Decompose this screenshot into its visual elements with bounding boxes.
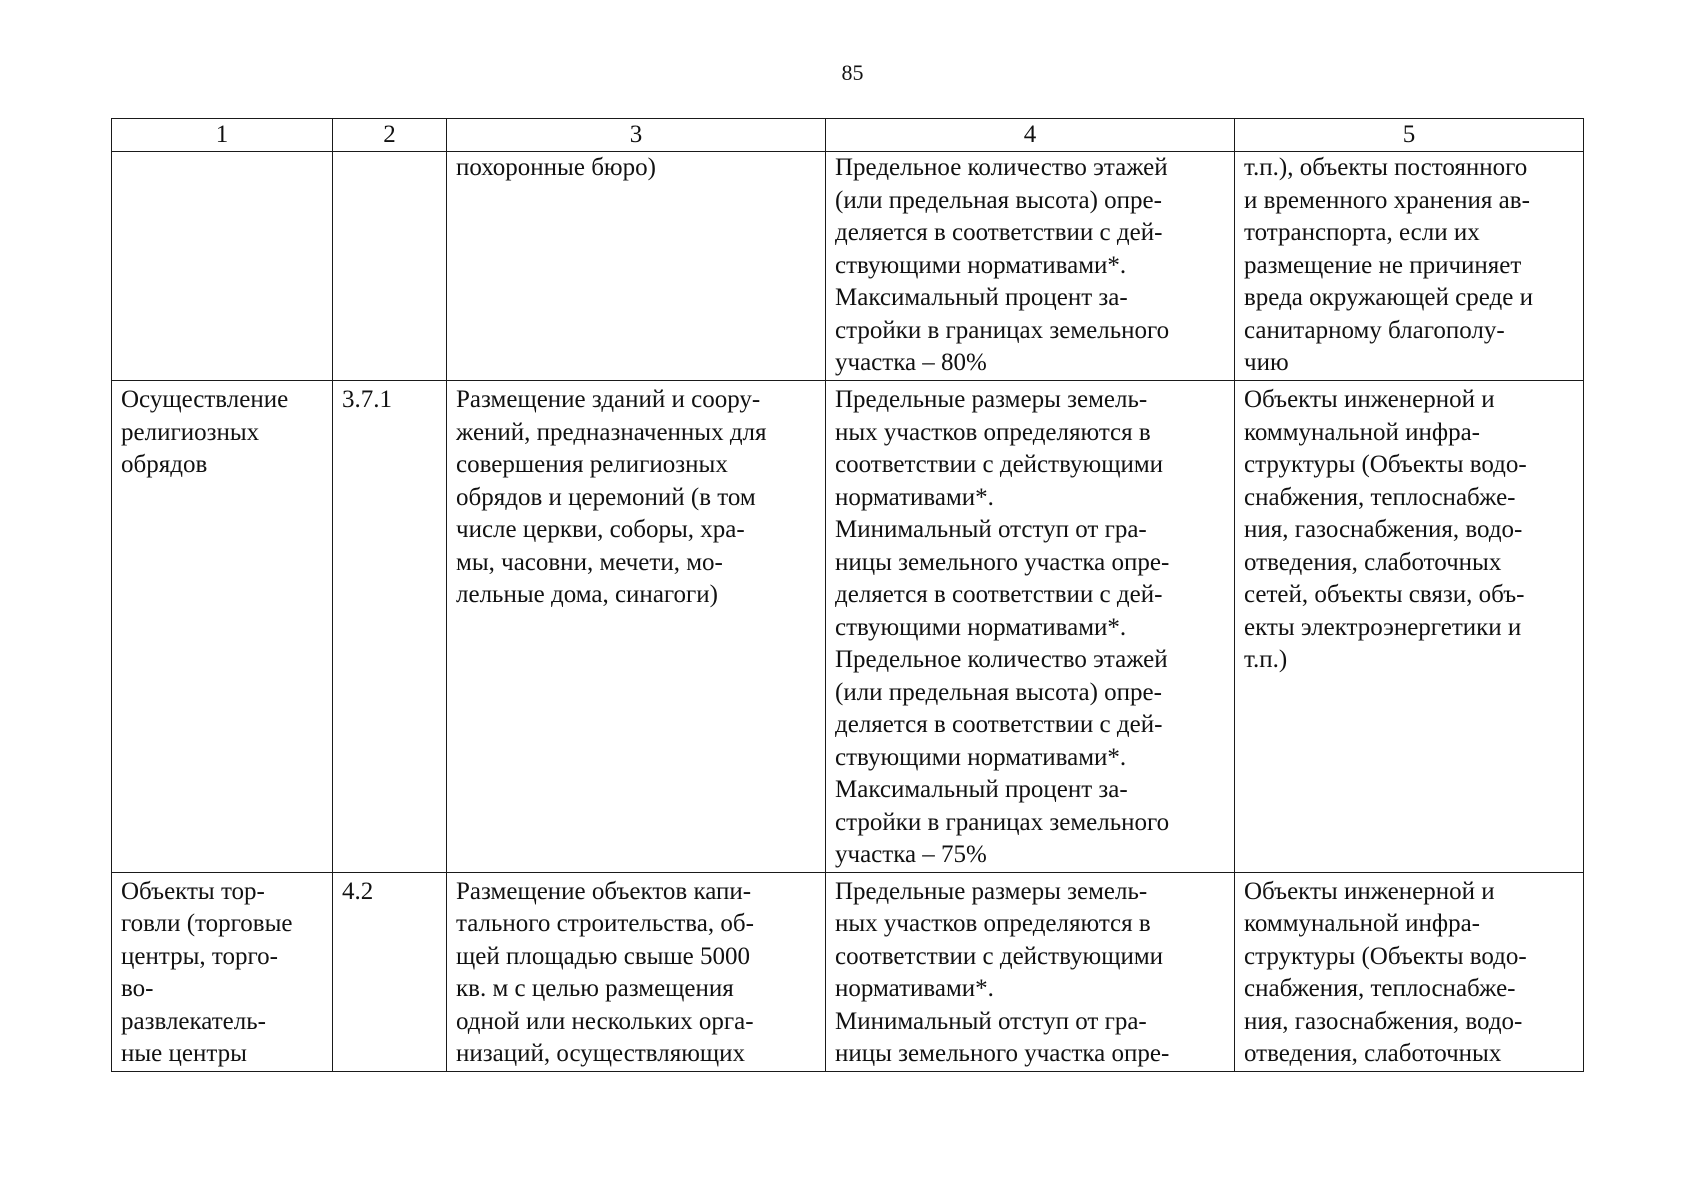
cell-use-description: Размещение зданий и соору- жений, предназначенных для совершения религиозных обрядов и церемоний (в том числе церкви, соборы, хра- мы, часовни, мечети, мо- лельные дома, синагоги): [447, 381, 826, 873]
column-header-1: 1: [112, 119, 333, 152]
cell-use-code: 4.2: [333, 872, 447, 1071]
column-header-4: 4: [826, 119, 1235, 152]
cell-use-name: [112, 152, 333, 381]
cell-auxiliary-uses: т.п.), объекты постоянного и временного хранения ав- тотранспорта, если их размещение не причиняет вреда окружающей среде и санитарному благополу- чию: [1235, 152, 1584, 381]
cell-use-name: Осуществление религиозных обрядов: [112, 381, 333, 873]
column-header-5: 5: [1235, 119, 1584, 152]
table-row: [112, 872, 1584, 1071]
regulations-table: [111, 118, 1584, 1072]
column-header-3: 3: [447, 119, 826, 152]
table-row: [112, 381, 1584, 873]
cell-auxiliary-uses: Объекты инженерной и коммунальной инфра- структуры (Объекты водо- снабжения, теплоснабже- ния, газоснабжения, водо- отведения, слаботочных: [1235, 872, 1584, 1071]
cell-parameters: Предельные размеры земель- ных участков определяются в соответствии с действующими нормативами*. Минимальный отступ от гра- ницы земельного участка опре-: [826, 872, 1235, 1071]
cell-use-name: Объекты тор- говли (торговые центры, торго- во- развлекатель- ные центры: [112, 872, 333, 1071]
cell-parameters: Предельное количество этажей (или предельная высота) опре- деляется в соответствии с дей- ствующими нормативами*. Максимальный процент за- стройки в границах земельного участка – 80%: [826, 152, 1235, 381]
cell-use-description: Размещение объектов капи- тального строительства, об- щей площадью свыше 5000 кв. м с целью размещения одной или нескольких орга- низаций, осуществляющих: [447, 872, 826, 1071]
page-number: 85: [841, 60, 864, 85]
table-row: [112, 152, 1584, 381]
cell-parameters: Предельные размеры земель- ных участков определяются в соответствии с действующими нормативами*. Минимальный отступ от гра- ницы земельного участка опре- деляется в соответствии с дей- ствующими нормативами*. Предельное количество этажей (или предельная высота) опре- деляется в соответствии с дей- ствующими нормативами*. Максимальный процент за- стройки в границах земельного участка – 75%: [826, 381, 1235, 873]
table-header-row: [112, 119, 1584, 152]
cell-use-code: 3.7.1: [333, 381, 447, 873]
cell-use-description: похоронные бюро): [447, 152, 826, 381]
column-header-2: 2: [333, 119, 447, 152]
cell-use-code: [333, 152, 447, 381]
cell-auxiliary-uses: Объекты инженерной и коммунальной инфра- структуры (Объекты водо- снабжения, теплоснабже- ния, газоснабжения, водо- отведения, слаботочных сетей, объекты связи, объ- екты электроэнергетики и т.п.): [1235, 381, 1584, 873]
